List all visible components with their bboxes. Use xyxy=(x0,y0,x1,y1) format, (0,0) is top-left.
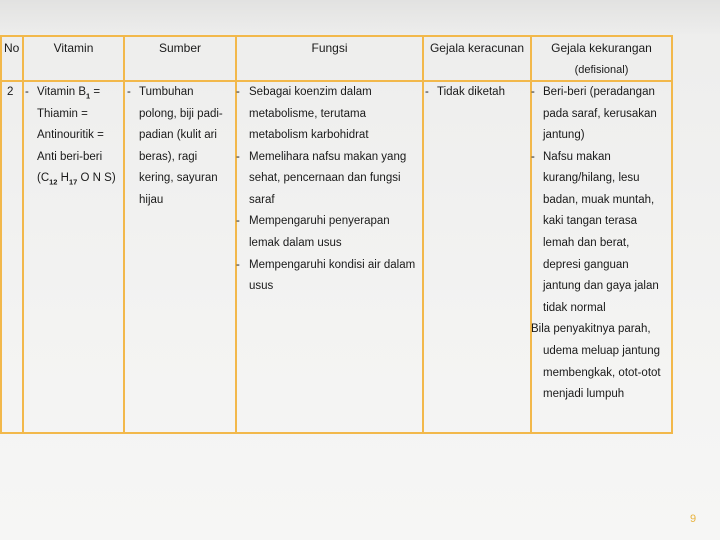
kekurangan-dash: - xyxy=(531,151,535,163)
sumber-line: beras), ragi xyxy=(139,151,198,163)
sumber-line: kering, sayuran xyxy=(139,172,218,184)
header-no: No xyxy=(4,41,20,55)
sumber-line: Tumbuhan xyxy=(139,86,194,98)
col-border-right xyxy=(671,35,673,434)
fungsi-line: metabolism karbohidrat xyxy=(249,129,369,141)
fungsi-line: Sebagai koenzim dalam xyxy=(249,86,372,98)
kekurangan-line: kurang/hilang, lesu xyxy=(543,172,640,184)
table-top-border xyxy=(0,35,673,37)
kekurangan-line: Beri-beri (peradangan xyxy=(543,86,655,98)
kekurangan-line: badan, muak muntah, xyxy=(543,194,655,206)
kekurangan-line: membengkak, otot-otot xyxy=(543,367,661,379)
keracunan-line: Tidak diketah xyxy=(437,86,505,98)
kekurangan-line: Nafsu makan xyxy=(543,151,611,163)
vitamin-dash: - xyxy=(25,86,29,98)
col-border-left xyxy=(0,35,2,434)
col-border-fungsi xyxy=(422,35,424,434)
fungsi-line: Mempengaruhi penyerapan xyxy=(249,215,390,227)
kekurangan-line: depresi ganguan xyxy=(543,259,629,271)
kekurangan-line: pada saraf, kerusakan xyxy=(543,108,657,120)
header-sumber: Sumber xyxy=(158,41,202,55)
fungsi-line: sehat, pencernaan dan fungsi xyxy=(249,172,401,184)
kekurangan-note: Bila penyakitnya parah, xyxy=(531,323,651,335)
kekurangan-line: jantung) xyxy=(543,129,585,141)
header-gejala-kekurangan: Gejala kekurangan xyxy=(551,41,652,55)
sumber-dash: - xyxy=(127,86,131,98)
header-gejala-kekurangan-sub: (defisional) xyxy=(574,64,629,76)
fungsi-dash: - xyxy=(236,215,240,227)
kekurangan-line: tidak normal xyxy=(543,302,606,314)
col-border-vitamin xyxy=(123,35,125,434)
vitamin-alias-antinouritik: Antinouritik = xyxy=(37,129,104,141)
fungsi-line: Mempengaruhi kondisi air dalam xyxy=(249,259,416,271)
col-border-no xyxy=(22,35,24,434)
fungsi-line: metabolisme, terutama xyxy=(249,108,366,120)
header-fungsi: Fungsi xyxy=(311,41,348,55)
kekurangan-line: kaki tangan terasa xyxy=(543,215,637,227)
vitamin-alias-antiberiberi: Anti beri-beri xyxy=(37,151,103,163)
fungsi-dash: - xyxy=(236,86,240,98)
row-no: 2 xyxy=(7,86,14,98)
header-gejala-keracunan: Gejala keracunan xyxy=(429,41,525,55)
vitamin-name: Vitamin $B_1$ = xyxy=(37,86,101,101)
fungsi-line: Memelihara nafsu makan yang xyxy=(249,151,407,163)
header-vitamin: Vitamin xyxy=(53,41,94,55)
sumber-line: hijau xyxy=(139,194,164,206)
sumber-line: padian (kulit ari xyxy=(139,129,217,141)
slide-number: 9 xyxy=(690,513,697,525)
slide-top-band xyxy=(0,0,720,34)
kekurangan-line: jantung dan gaya jalan xyxy=(543,280,659,292)
keracunan-dash: - xyxy=(425,86,429,98)
kekurangan-line: udema meluap jantung xyxy=(543,345,660,357)
kekurangan-line: lemah dan berat, xyxy=(543,237,630,249)
fungsi-dash: - xyxy=(236,259,240,271)
vitamin-formula: ($C_{12}$ $H_{17}$ O N S) xyxy=(37,172,116,187)
fungsi-line: lemak dalam usus xyxy=(249,237,342,249)
sumber-line: polong, biji padi- xyxy=(139,108,223,120)
fungsi-dash: - xyxy=(236,151,240,163)
kekurangan-line: menjadi lumpuh xyxy=(543,388,625,400)
fungsi-line: usus xyxy=(249,280,274,292)
fungsi-line: saraf xyxy=(249,194,275,206)
vitamin-alias-thiamin: Thiamin = xyxy=(37,108,88,120)
kekurangan-dash: - xyxy=(531,86,535,98)
table-bottom-border xyxy=(0,432,673,434)
